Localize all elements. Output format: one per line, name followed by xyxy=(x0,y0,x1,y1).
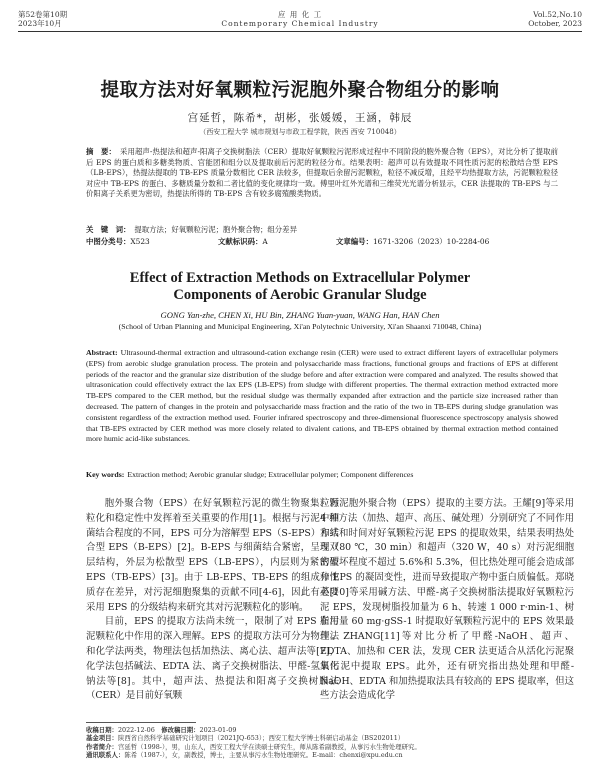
header-volume-en xyxy=(528,10,582,28)
body-column-left xyxy=(86,497,339,704)
doc-code xyxy=(218,237,268,247)
corresponding-text: 陈希（1987-），女，副教授，博士，主要从事污水生物处理研究。E-mail：chenxi@xpu.edu.cn xyxy=(124,751,403,760)
body-column-right xyxy=(320,497,574,704)
abstract-en-label: Abstract: xyxy=(86,348,118,357)
clc-code xyxy=(86,237,150,247)
clc-value: X523 xyxy=(130,237,150,246)
footnote-rule xyxy=(86,722,196,723)
header-journal xyxy=(18,10,582,28)
title-en-line-1: Effect of Extraction Methods on Extracellular Polymer xyxy=(129,270,471,286)
footnote xyxy=(86,726,574,760)
revised-label: 修改稿日期： xyxy=(161,726,200,734)
abstract-en xyxy=(86,348,558,445)
keywords-cn-text: 提取方法；好氧颗粒污泥；胞外聚合物；组分差异 xyxy=(134,225,297,234)
abstract-cn-text: 采用超声-热提法和超声-阳离子交换树脂法（CER）提取好氧颗粒污泥形成过程中不同阶段的胞外聚合物（EPS），对比分析了提取前后 EPS 的蛋白质和多糖类物质、官能团和组分以及提取前后污泥的粒径分布。结果表明：超声可以有效提取不同性质污泥的松散结合型 EPS（LB-EPS），热提法提取的 TB-EPS 质量分数相比 CER 法较多，但提取后余留污泥颗粒，粒径不减反增，且经平均热提取方法，污泥颗粒粒径对应中 TB-EPS 的蛋白、多糖质量分数和二者比值的变化规律均一致。傅里叶红外光谱和三维荧光光谱分析显示，CER 法提取的 TB-EPS 与二价阳离子关系更为密切，热提法所得的 TB-EPS 含有较多腐殖酸类物质。 xyxy=(86,147,558,199)
title-en-line-2: Components of Aerobic Granular Sludge xyxy=(173,287,427,303)
body-paragraph: 目前，EPS 的提取方法尚未统一，限制了对 EPS 在污泥颗粒化中作用的深入理解。EPS 的提取方法可分为物理法和化学法两类，物理法包括加热法、离心法、超声法等[7]，化学法包括碱法、EDTA 法、离子交换树脂法、甲醛-氢氧化钠法等[8]。其中，超声法、热提法和阳离子交换树脂法（CER）是目前好氧颗 xyxy=(86,616,339,702)
affiliation-cn: （西安工程大学 城市规划与市政工程学院，陕西 西安 710048） xyxy=(199,128,401,136)
article-value: 1671-3206（2023）10-2284-06 xyxy=(372,237,490,246)
fund-text: 陕西省自然科学基础研究计划项目（2021JQ-653）；西安工程大学博士科研启动基金（BS202011） xyxy=(117,734,405,743)
abstract-cn-label: 摘 要： xyxy=(86,147,116,156)
revised-date: 2023-01-09 xyxy=(199,726,237,734)
affiliation-en: (School of Urban Planning and Municipal Engineering, Xi'an Polytechnic University, Xi'an Shaanxi 710048, China) xyxy=(118,322,482,331)
abstract-cn xyxy=(86,147,558,200)
footnote-fund xyxy=(86,734,574,742)
article-label: 文章编号： xyxy=(336,237,373,246)
header-month-year: October, 2023 xyxy=(528,19,582,28)
clc-label: 中图分类号： xyxy=(86,237,131,246)
corresponding-label: 通讯联系人： xyxy=(86,751,125,760)
keywords-en xyxy=(86,470,558,480)
authors-en: GONG Yan-zhe, CHEN Xi, HU Bin, ZHANG Yuan-yuan, WANG Han, HAN Chen xyxy=(160,310,440,320)
header-journal-en: Contemporary Chemical Industry xyxy=(221,19,379,28)
authors-cn: 宫延哲，陈希*，胡彬，张媛媛，王涵，韩辰 xyxy=(187,112,413,124)
keywords-en-label: Key words: xyxy=(86,470,125,479)
author-bio-text: 宫延哲（1998-），男，山东人，西安工程大学在读硕士研究生，师从陈希副教授，从事污水生物处理研究。 xyxy=(117,742,421,751)
doc-label: 文献标识码： xyxy=(218,237,263,246)
article-code xyxy=(336,237,489,247)
title-en xyxy=(0,270,600,304)
fund-label: 基金项目： xyxy=(86,734,118,743)
body-paragraph: 粒污泥胞外聚合物（EPS）提取的主要方法。王耀[9]等采用 4 种方法（加热、超声、高压、碱处理）分别研究了不同作用方式和时间对好氧颗粒污泥 EPS 的提取效果，结果表明热处理（80 ℃，30 min）和超声（320 W，40 s）对污泥细胞的破坏程度不超过 5.6%和 5.3%，但比热处理可能会造成部分 EPS 的凝固变性，进而导致提取产物中蛋白质偏低。郑晓英[10]等采用碱方法、甲醛-离子交换树脂法提取好氧颗粒污泥 EPS，发现树脂投加量为 6 h、转速 1 000 r·min-1、树脂用量 60 mg·gSS-1 时提取好氧颗粒污泥中的 EPS 效果最佳。ZHANG[11]等对比分析了甲醛-NaOH、超声、EDTA、加热和 CER 法，发现 CER 法更适合从活化污泥聚集污泥中提取 EPS。此外，还有研究指出热处理和甲醛-NaOH、EDTA 和加热提取法具有较高的 EPS 提取率，但这些方法会造成化学 xyxy=(320,498,574,702)
keywords-cn xyxy=(86,225,558,235)
footnote-corresponding xyxy=(86,751,574,759)
author-bio-label: 作者简介： xyxy=(86,742,118,751)
header-vol-no: Vol.52,No.10 xyxy=(533,10,582,19)
header-rule xyxy=(18,31,582,32)
running-header xyxy=(18,10,582,32)
body-paragraph: 胞外聚合物（EPS）在好氧颗粒污泥的微生物聚集、颗粒化和稳定性中发挥着至关重要的作用[1]。根据与污泥中细菌结合程度的不同，EPS 可分为溶解型 EPS（S-EPS）和结合型 EPS（B-EPS）[2]。B-EPS 与细菌结合紧密，呈现双层结构，外层为松散型 EPS（LB-EPS），内层则为紧密型 EPS（TB-EPS）[3]。由于 LB-EPS、TB-EPS 的组成和性质存在差异，对污泥细胞聚集的贡献不同[4-6]，因此有必要采用 EPS 的分级结构来研究其对污泥颗粒化的影响。 xyxy=(86,498,339,613)
doc-value: A xyxy=(262,237,268,246)
keywords-cn-label: 关 键 词： xyxy=(86,225,131,234)
received-date: 2022-12-06 xyxy=(117,726,155,734)
title-cn: 提取方法对好氧颗粒污泥胞外聚合物组分的影响 xyxy=(100,80,500,101)
abstract-en-text: Ultrasound-thermal extraction and ultrasound-cation exchange resin (CER) were used to extract different layers of extracellular polymers (EPS) from aerobic sludge granulation process. The protein and polysaccharide mass fractions, functional groups and fractions of EPS at different periods of the reactor and the granular size distribution of the sludge before and after extraction were compared and analyzed. The results showed that ultrasonication could effectively extract the lax EPS (LB-EPS) from sludge with different properties. The thermal extraction method extracted more TB-EPS compared to the CER method, but the residual sludge was thermally expanded after extraction and the particle size increased rather than decreased. The pattern of changes in the protein and polysaccharide mass fraction and the ratio of the two in TB-EPS during sludge granulation was consistent regardless of the extraction method used. Fourier infrared spectroscopy and three-dimensional fluorescence spectroscopy analysis showed that TB-EPS extracted by CER method was more closely related to divalent cations, and TB-EPS obtained by thermal extraction method contained more humic acid-like substances. xyxy=(86,348,558,444)
header-date-line: 2023年10月 xyxy=(18,19,62,28)
header-volume-line: 第52卷第10期 xyxy=(18,10,68,19)
received-label: 收稿日期： xyxy=(86,726,118,734)
footnote-author xyxy=(86,743,574,751)
header-journal-cn: 应 用 化 工 xyxy=(277,10,323,19)
keywords-en-text: Extraction method; Aerobic granular sludge; Extracellular polymer; Component differences xyxy=(127,470,414,479)
